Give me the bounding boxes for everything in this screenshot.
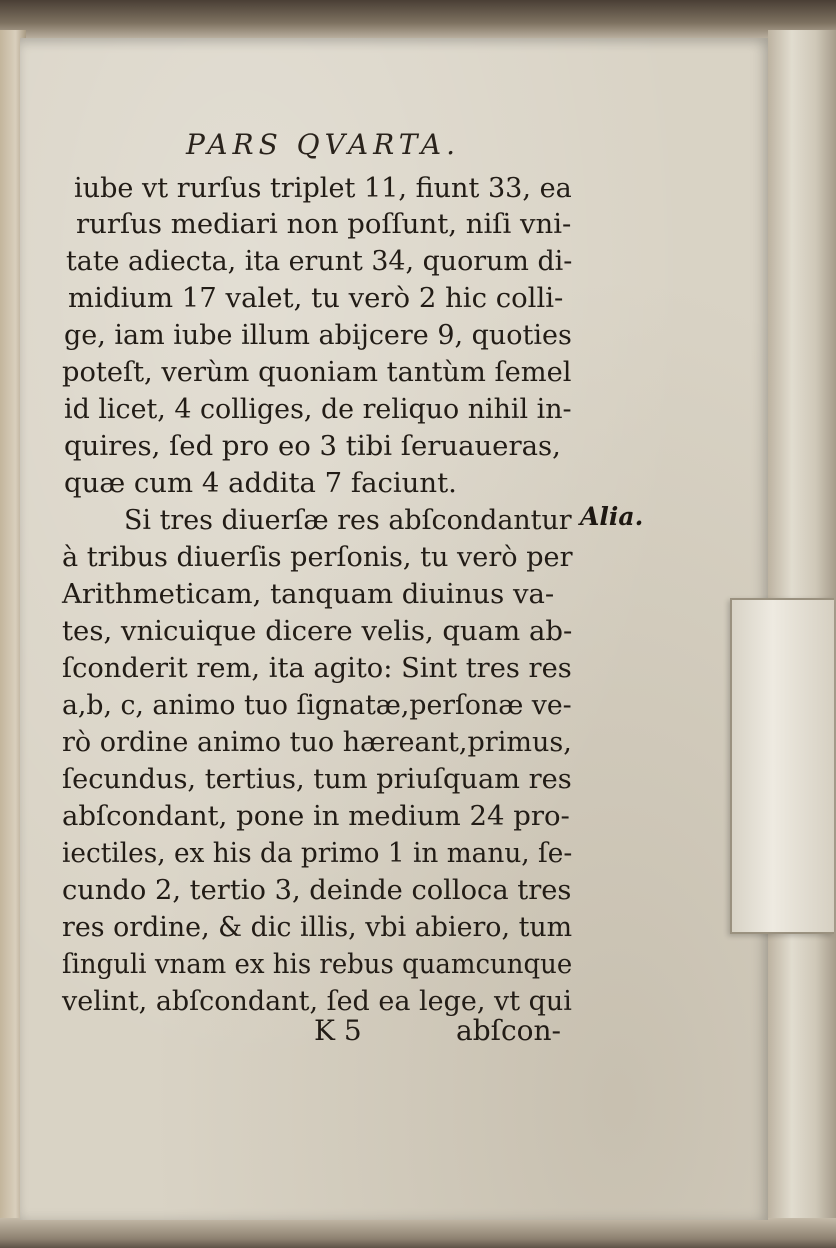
text-line: à tribus diuerſis perſonis, tu verò per [62,541,573,573]
text-line: Arithmeticam, tanquam diuinus va- [62,578,555,610]
margin-note: Alia. [580,502,644,531]
text-line: ge, iam iube illum abijcere 9, quoties [64,319,572,351]
text-line: quæ cum 4 addita 7 faciunt. [64,467,457,499]
text-line: velint, abſcondant, ſed ea lege, vt qui [62,985,572,1017]
running-header: PARS QVARTA. [186,128,461,161]
top-binding-edge [0,0,836,42]
text-line: quires, ſed pro eo 3 tibi ſeruaueras, [64,430,561,462]
text-line: iube vt rurſus triplet 11, fiunt 33, ea [74,172,572,204]
bottom-binding-edge [0,1218,836,1248]
text-line: a,b, c, animo tuo ſignatæ,perſonæ ve- [62,689,572,721]
text-line: ſconderit rem, ita agito: Sint tres res [62,652,572,684]
text-line: cundo 2, tertio 3, deinde colloca tres [62,874,572,906]
text-line: rò ordine animo tuo hæreant,primus, [62,726,572,758]
signature-mark: K 5 [314,1014,362,1047]
text-line: tate adiecta, ita erunt 34, quorum di- [66,245,573,277]
text-line: res ordine, & dic illis, vbi abiero, tum [62,911,573,943]
text-line: ſecundus, tertius, tum priuſquam res [62,763,572,795]
text-line: abſcondant, pone in medium 24 pro- [62,800,570,832]
text-line: Si tres diuerſæ res abſcondantur [124,504,572,536]
text-line: rurſus mediari non poſſunt, niſi vni- [76,208,572,240]
text-line: ſinguli vnam ex his rebus quamcunque [62,948,573,980]
catchword: abſcon- [456,1014,562,1047]
text-line: poteſt, verùm quoniam tantùm ſemel [62,356,572,388]
text-line: iectiles, ex his da primo 1 in manu, ſe- [62,837,573,869]
text-line: midium 17 valet, tu verò 2 hic colli- [68,282,564,314]
text-line: tes, vnicuique dicere velis, quam ab- [62,615,573,647]
page-tab-marker [730,598,834,934]
text-line: id licet, 4 colliges, de reliquo nihil in- [64,393,572,425]
